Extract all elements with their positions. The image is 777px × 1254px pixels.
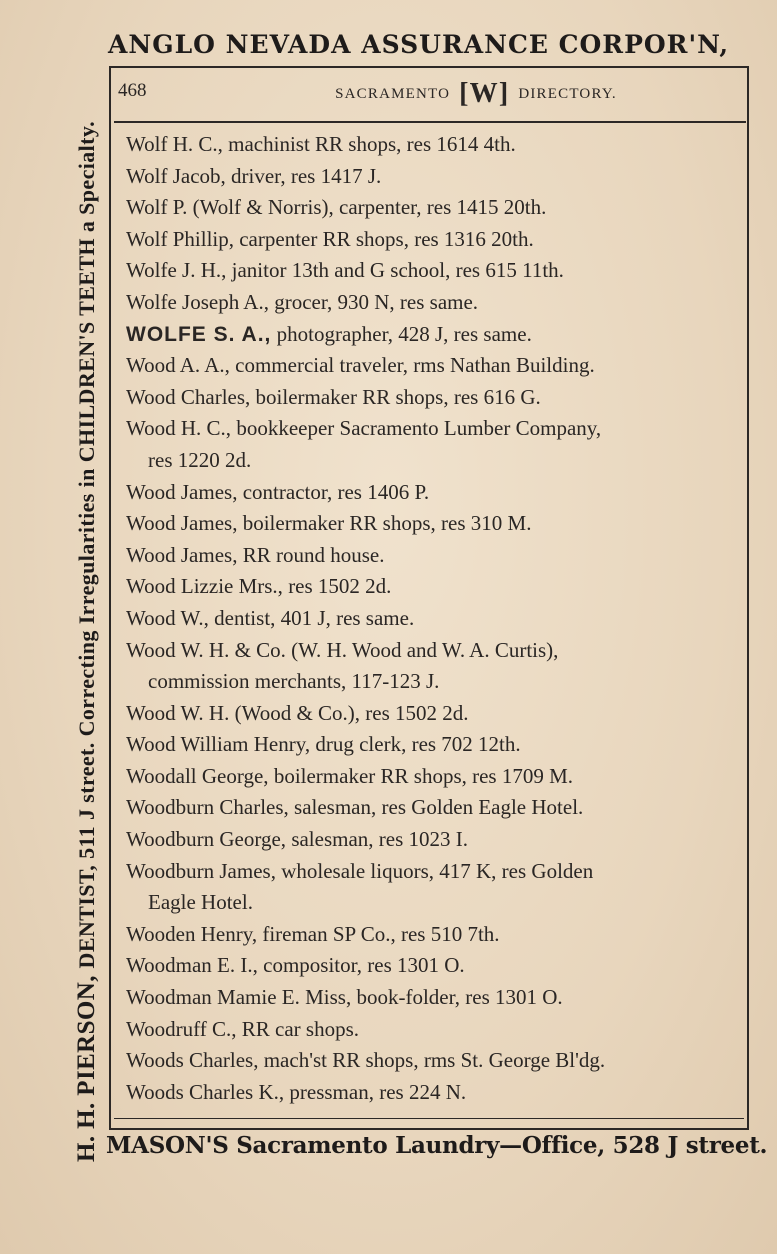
entry-name: Woodburn George,: [126, 827, 287, 852]
entry-name: Wood W. H.: [126, 700, 230, 725]
entry-name: Wolf Jacob,: [126, 163, 226, 188]
entry-name: Woodburn James,: [126, 858, 276, 883]
entry-details: salesman, res 1023 I.: [286, 827, 469, 852]
page-number: 468: [118, 80, 147, 101]
header-city: SACRAMENTO: [335, 86, 451, 102]
entry-continuation: commission merchants, 117-123 J.: [148, 669, 440, 694]
directory-entry: [126, 129, 736, 161]
directory-entry: [126, 856, 736, 919]
header-label: DIRECTORY.: [518, 86, 617, 102]
directory-entry: [126, 982, 736, 1014]
directory-entry: [126, 508, 736, 540]
bottom-advertisement: MASON'S Sacramento Laundry—Office, 528 J street.: [106, 1132, 768, 1159]
entry-name: Wood William Henry,: [126, 732, 311, 757]
entry-name: Wolf P.: [126, 195, 188, 220]
entry-continuation: Eagle Hotel.: [148, 890, 253, 915]
side-ad-name: H. H. PIERSON,: [73, 968, 100, 1162]
entry-name: Woodall George,: [126, 763, 269, 788]
entry-name: Wood A. A.,: [126, 353, 230, 378]
entry-details: (W. H. Wood and W. A. Curtis),: [285, 637, 559, 662]
directory-entry: [126, 413, 736, 476]
entry-details: grocer, 930 N, res same.: [268, 289, 479, 314]
entry-details: carpenter RR shops, res 1316 20th.: [233, 226, 534, 251]
entry-name: Wood James,: [126, 511, 238, 536]
directory-entry: [126, 161, 736, 193]
entry-name: Wood W.,: [126, 605, 209, 630]
header-letter: [W]: [459, 78, 510, 109]
entry-continuation: res 1220 2d.: [148, 447, 252, 472]
entry-name: WOLFE S. A.,: [126, 322, 272, 346]
entry-name: Wood James,: [126, 479, 238, 504]
entry-name: Woodman Mamie E. Miss,: [126, 985, 352, 1010]
entry-details: drug clerk, res 702 12th.: [310, 732, 521, 757]
entry-name: Wood W. H. & Co.: [126, 637, 286, 662]
entry-name: Wolfe Joseph A.,: [126, 289, 269, 314]
entry-details: res 1502 2d.: [282, 574, 392, 599]
directory-entry: [126, 255, 736, 287]
page-header: [116, 78, 741, 110]
entry-details: fireman SP Co., res 510 7th.: [257, 921, 500, 946]
directory-entry: [126, 1077, 736, 1109]
entry-details: dentist, 401 J, res same.: [208, 605, 415, 630]
entry-details: salesman, res Golden Eagle Hotel.: [288, 795, 584, 820]
entry-details: driver, res 1417 J.: [225, 163, 382, 188]
entry-name: Woodburn Charles,: [126, 795, 289, 820]
directory-entry: [126, 382, 736, 414]
directory-entries: [126, 129, 736, 1108]
entry-details: RR round house.: [237, 542, 385, 567]
entry-name: Wolfe J. H.,: [126, 258, 227, 283]
directory-entry: [126, 224, 736, 256]
entry-name: Woodruff C.,: [126, 1016, 237, 1041]
entry-details: contractor, res 1406 P.: [237, 479, 430, 504]
directory-entry: [126, 350, 736, 382]
directory-entry: [126, 635, 736, 698]
directory-entry: [126, 1045, 736, 1077]
side-advertisement: [64, 62, 110, 1162]
directory-entry: [126, 950, 736, 982]
entry-details: mach'st RR shops, rms St. George Bl'dg.: [258, 1048, 606, 1073]
directory-entry: [126, 287, 736, 319]
entry-details: (Wood & Co.), res 1502 2d.: [229, 700, 469, 725]
entry-details: machinist RR shops, res 1614 4th.: [222, 132, 516, 156]
entry-details: photographer, 428 J, res same.: [271, 321, 532, 346]
entry-details: boilermaker RR shops, res 1709 M.: [268, 763, 574, 788]
directory-entry: [126, 919, 736, 951]
entry-details: janitor 13th and G school, res 615 11th.: [226, 258, 564, 283]
entry-details: RR car shops.: [236, 1016, 359, 1041]
directory-entry: [126, 824, 736, 856]
entry-name: Woodman E. I.,: [126, 953, 258, 978]
directory-entry: [126, 192, 736, 224]
directory-entry: [126, 319, 736, 351]
directory-entry: [126, 477, 736, 509]
entry-name: Woods Charles,: [126, 1048, 259, 1073]
directory-entry: [126, 571, 736, 603]
header-rule: [114, 121, 746, 123]
entry-name: Wolf Phillip,: [126, 226, 234, 251]
entry-details: boilermaker RR shops, res 310 M.: [237, 511, 532, 536]
directory-entry: [126, 761, 736, 793]
entry-name: Wolf H. C.,: [126, 132, 223, 156]
entry-details: bookkeeper Sacramento Lumber Company,: [231, 416, 602, 441]
entry-name: Wood James,: [126, 542, 238, 567]
entry-details: (Wolf & Norris), carpenter, res 1415 20th.: [187, 195, 547, 220]
entry-details: commercial traveler, rms Nathan Building.: [229, 353, 595, 378]
directory-entry: [126, 540, 736, 572]
entry-details: boilermaker RR shops, res 616 G.: [250, 384, 541, 409]
directory-entry: [126, 698, 736, 730]
running-title: [266, 78, 686, 110]
entry-name: Wood H. C.,: [126, 416, 232, 441]
directory-entry: [126, 1014, 736, 1046]
entry-details: wholesale liquors, 417 K, res Golden: [275, 858, 594, 883]
entry-name: Wooden Henry,: [126, 921, 258, 946]
directory-entry: [126, 792, 736, 824]
entry-name: Wood Charles,: [126, 384, 251, 409]
side-ad-text: DENTIST, 511 J street. Correcting Irregularities in CHILDREN'S TEETH a Specialty.: [74, 121, 99, 969]
entry-details: compositor, res 1301 O.: [257, 953, 465, 978]
top-advertisement: ANGLO NEVADA ASSURANCE CORPOR'N,: [108, 30, 730, 59]
directory-entry: [126, 729, 736, 761]
entry-details: pressman, res 224 N.: [284, 1079, 467, 1104]
entry-name: Wood Lizzie Mrs.,: [126, 574, 283, 599]
entry-name: Woods Charles K.,: [126, 1079, 285, 1104]
directory-entry: [126, 603, 736, 635]
entry-details: book-folder, res 1301 O.: [351, 985, 563, 1010]
bottom-rule: [114, 1118, 744, 1119]
